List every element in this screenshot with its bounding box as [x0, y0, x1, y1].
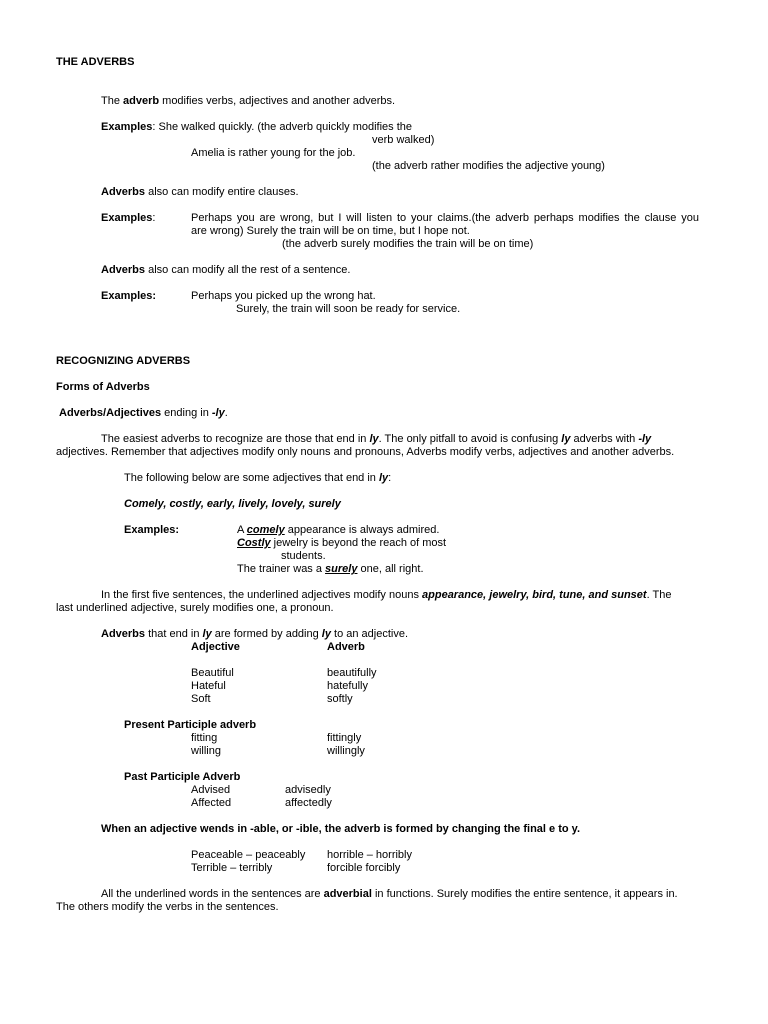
example-pair: Peaceable – peaceably: [191, 849, 306, 861]
examples-label: Examples: [101, 121, 153, 133]
suffix-term: ly: [202, 628, 212, 640]
subsection-heading: Forms of Adverbs: [56, 381, 150, 393]
past-participle-heading: Past Participle Adverb: [124, 771, 241, 783]
section-heading: RECOGNIZING ADVERBS: [56, 355, 191, 367]
text-run: are formed by adding: [211, 628, 322, 640]
example-pair: forcible forcibly: [327, 862, 401, 874]
table-cell: fittingly: [327, 732, 362, 744]
table-cell: Soft: [191, 693, 211, 705]
text-run: The: [101, 95, 124, 107]
text-run: A: [237, 524, 247, 536]
paragraph-line: last underlined adjective, surely modifies one, a pronoun.: [56, 602, 334, 614]
adjective-list: Comely, costly, early, lively, lovely, surely: [124, 498, 341, 510]
intro-paragraph: [101, 95, 395, 108]
table-cell: Beautiful: [191, 667, 234, 679]
text-run: All the underlined words in the sentences are: [101, 888, 324, 900]
example-line: [237, 524, 439, 537]
paragraph-line: adjectives. Remember that adjectives modify only nouns and pronouns, Adverbs modify verbs, adjectives and another adverbs.: [56, 446, 675, 458]
text-run: The easiest adverbs to recognize are those that end in: [101, 433, 370, 445]
underlined-word: Costly: [237, 537, 271, 549]
sentence-paragraph: [101, 264, 350, 277]
paragraph-line: [101, 433, 651, 446]
table-cell: Hateful: [191, 680, 226, 692]
text-run: modifies verbs, adjectives and another adverbs.: [159, 95, 396, 107]
bold-term: Adverbs: [101, 628, 146, 640]
example-pair: Terrible – terribly: [191, 862, 273, 874]
table-cell: hatefully: [327, 680, 368, 692]
text-run: The trainer was a: [237, 563, 326, 575]
table-cell: willingly: [327, 745, 365, 757]
suffix-term: -ly: [638, 433, 652, 445]
example-line: [237, 537, 446, 550]
text-run: jewelry is beyond the reach of most: [270, 537, 447, 549]
suffix-term: ly: [321, 628, 331, 640]
suffix-term: ly: [561, 433, 571, 445]
table-cell: willing: [191, 745, 221, 757]
text-run: to an adjective.: [330, 628, 409, 640]
text-run: In the first five sentences, the underlined adjectives modify nouns: [101, 589, 423, 601]
bold-term: adverbial: [323, 888, 372, 900]
text-run: :: [388, 472, 392, 484]
paragraph-line: The others modify the verbs in the sentences.: [56, 901, 279, 913]
table-cell: Advised: [191, 784, 231, 796]
bold-term: Adverbs: [101, 264, 146, 276]
able-ible-rule: When an adjective wends in -able, or -ible, the adverb is formed by changing the final e to y.: [101, 823, 580, 835]
example-line: Perhaps you are wrong, but I will listen to your claims.(the adverb perhaps modifies the clause you: [191, 212, 699, 224]
example-line: (the adverb rather modifies the adjective young): [372, 160, 605, 172]
text-run: also can modify entire clauses.: [145, 186, 299, 198]
table-cell: affectedly: [285, 797, 332, 809]
text-run: one, all right.: [357, 563, 424, 575]
suffix-term: ly: [369, 433, 379, 445]
underlined-word: surely: [325, 563, 358, 575]
text-run: adverbs with: [570, 433, 639, 445]
table-cell: softly: [327, 693, 353, 705]
text-run: ending in: [161, 407, 212, 419]
example-line: (the adverb surely modifies the train will be on time): [282, 238, 534, 250]
paragraph-line: [101, 888, 678, 901]
examples-label: Examples:: [124, 524, 180, 536]
text-run: : She walked quickly. (the adverb quickly modifies the: [152, 121, 413, 133]
column-header-adjective: Adjective: [191, 641, 240, 653]
noun-list: appearance, jewelry, bird, tune, and sunset: [422, 589, 647, 601]
text-run: . The only pitfall to avoid is confusing: [378, 433, 562, 445]
bold-term: Adverbs/Adjectives: [59, 407, 162, 419]
underlined-word: comely: [246, 524, 285, 536]
text-run: .: [224, 407, 228, 419]
present-participle-heading: Present Participle adverb: [124, 719, 257, 731]
document-title: THE ADVERBS: [56, 56, 135, 68]
suffix-term: -ly: [211, 407, 225, 419]
example-pair: horrible – horribly: [327, 849, 412, 861]
example-line: Amelia is rather young for the job.: [191, 147, 356, 159]
bold-term: adverb: [123, 95, 160, 107]
bold-term: Adverbs: [101, 186, 146, 198]
example-line: verb walked): [372, 134, 435, 146]
example-line: [101, 121, 412, 134]
ly-heading: [59, 407, 228, 420]
text-run: . The: [646, 589, 672, 601]
text-run: in functions. Surely modifies the entire sentence, it appears in.: [371, 888, 678, 900]
example-line: are wrong) Surely the train will be on time, but I hope not.: [191, 225, 470, 237]
table-cell: advisedly: [285, 784, 331, 796]
text-run: :: [152, 212, 156, 224]
example-line: Perhaps you picked up the wrong hat.: [191, 290, 376, 302]
table-cell: beautifully: [327, 667, 377, 679]
text-run: that end in: [145, 628, 203, 640]
text-run: appearance is always admired.: [284, 524, 440, 536]
paragraph-line: [101, 589, 671, 602]
table-cell: Affected: [191, 797, 232, 809]
paragraph-line: [124, 472, 391, 485]
clause-paragraph: [101, 186, 299, 199]
example-line: Surely, the train will soon be ready for service.: [236, 303, 461, 315]
table-cell: fitting: [191, 732, 218, 744]
suffix-term: ly: [378, 472, 389, 484]
examples-label: Examples:: [101, 290, 157, 302]
text-run: The following below are some adjectives that end in: [124, 472, 379, 484]
example-line: [237, 563, 424, 576]
example-line: [101, 212, 155, 225]
example-line: students.: [281, 550, 326, 562]
text-run: also can modify all the rest of a sentence.: [145, 264, 351, 276]
column-header-adverb: Adverb: [327, 641, 365, 653]
examples-label: Examples: [101, 212, 153, 224]
paragraph-line: [101, 628, 408, 641]
